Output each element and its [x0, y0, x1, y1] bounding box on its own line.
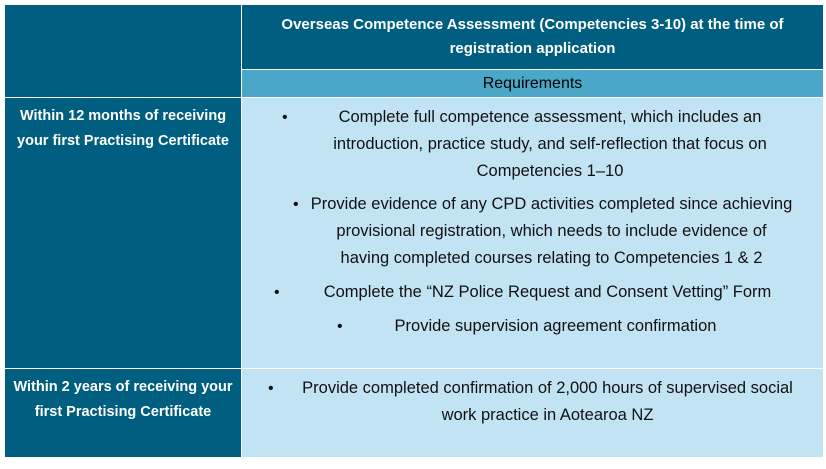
- bullet-icon: •: [337, 318, 343, 335]
- row-2-timeframe-text: Within 2 years of receiving your first Practising Certificate: [13, 379, 233, 420]
- requirement-text: Provide evidence of any CPD activities completed since achieving provisional registration, which needs to include evidence of having completed courses relating to Competencies 1 & 2: [310, 195, 793, 267]
- requirement-item: [242, 375, 823, 429]
- bullet-icon: •: [274, 284, 280, 301]
- row-2-timeframe: [5, 369, 241, 457]
- header-corner-cell: [5, 5, 241, 97]
- bullet-icon: •: [293, 196, 299, 213]
- row-1-requirements: [242, 98, 823, 368]
- requirement-item: [242, 313, 823, 340]
- requirements-header: [242, 70, 823, 97]
- requirement-item: [242, 191, 823, 272]
- requirement-text: Provide supervision agreement confirmation: [394, 317, 717, 335]
- bullet-icon: •: [282, 109, 288, 126]
- row-2-requirements: [242, 369, 823, 457]
- requirements-header-label: Requirements: [482, 74, 583, 92]
- requirement-text: Complete full competence assessment, which includes an introduction, practice study, and self-reflection that focus on Competencies 1–10: [333, 108, 767, 180]
- table-title: [242, 5, 823, 69]
- row-1-timeframe: [5, 98, 241, 368]
- requirement-text: Provide completed confirmation of 2,000 hours of supervised social work practice in Aotearoa NZ: [302, 379, 793, 424]
- requirement-item: [242, 279, 823, 306]
- row-1-timeframe-text: Within 12 months of receiving your first Practising Certificate: [17, 108, 229, 149]
- table-title-text: Overseas Competence Assessment (Competencies 3-10) at the time of registration application: [281, 16, 784, 57]
- bullet-icon: •: [268, 380, 274, 397]
- requirement-text: Complete the “NZ Police Request and Consent Vetting” Form: [323, 283, 772, 301]
- requirement-item: [242, 104, 823, 185]
- requirements-table: [5, 5, 823, 457]
